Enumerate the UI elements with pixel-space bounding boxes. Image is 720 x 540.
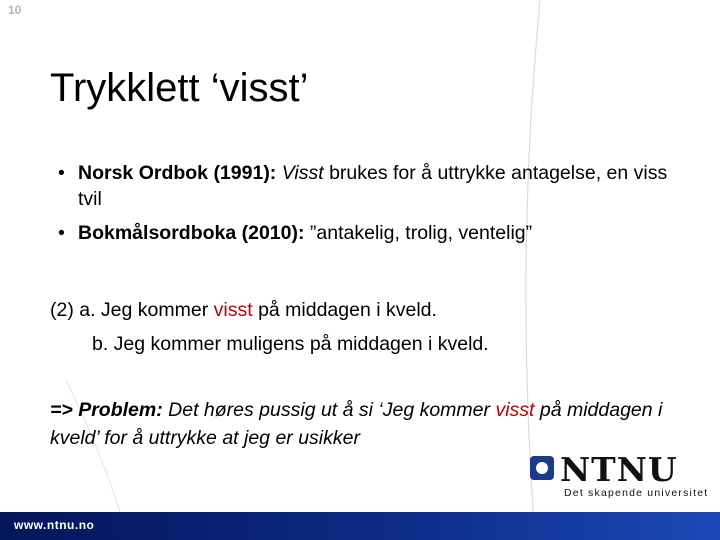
bullet-icon: • xyxy=(58,162,65,184)
ntnu-logo-icon xyxy=(530,456,554,480)
bullet-icon: • xyxy=(58,222,65,244)
bullet-source: Bokmålsordboka (2010): xyxy=(78,222,305,244)
logo-name: NTNU xyxy=(560,450,678,489)
example-a-highlight: visst xyxy=(213,299,253,321)
bullet-item xyxy=(58,160,678,212)
ntnu-logo xyxy=(528,450,709,504)
slide-title: Trykklett ‘visst’ xyxy=(50,66,309,110)
example-a-suffix: på middagen i kveld. xyxy=(258,299,437,321)
example-a-prefix: (2) a. Jeg kommer xyxy=(50,299,209,321)
page-number: 10 xyxy=(8,3,22,17)
example-b: b. Jeg kommer muligens på middagen i kveld. xyxy=(92,333,489,355)
problem-text-1: Det høres pussig ut å si ‘Jeg kommer xyxy=(168,399,491,421)
footer-bar xyxy=(0,512,720,540)
bullet-item xyxy=(58,220,678,246)
footer-url: www.ntnu.no xyxy=(14,518,95,532)
problem-statement xyxy=(50,396,690,452)
bullet-text: ”antakelig, trolig, ventelig” xyxy=(309,222,533,244)
problem-text-2: på middagen i kveld’ for å uttrykke at jeg er usikker xyxy=(50,399,663,449)
example-sentences xyxy=(50,293,670,361)
bullet-source: Norsk Ordbok (1991): xyxy=(78,162,277,184)
bullet-list xyxy=(58,160,678,254)
bullet-term: Visst xyxy=(281,162,324,184)
problem-highlight: visst xyxy=(495,399,535,421)
logo-tagline: Det skapende universitet xyxy=(564,487,709,499)
problem-label: => Problem: xyxy=(50,399,163,421)
example-a xyxy=(50,293,670,327)
bullet-text: brukes for å uttrykke antagelse, en viss tvil xyxy=(78,162,668,210)
